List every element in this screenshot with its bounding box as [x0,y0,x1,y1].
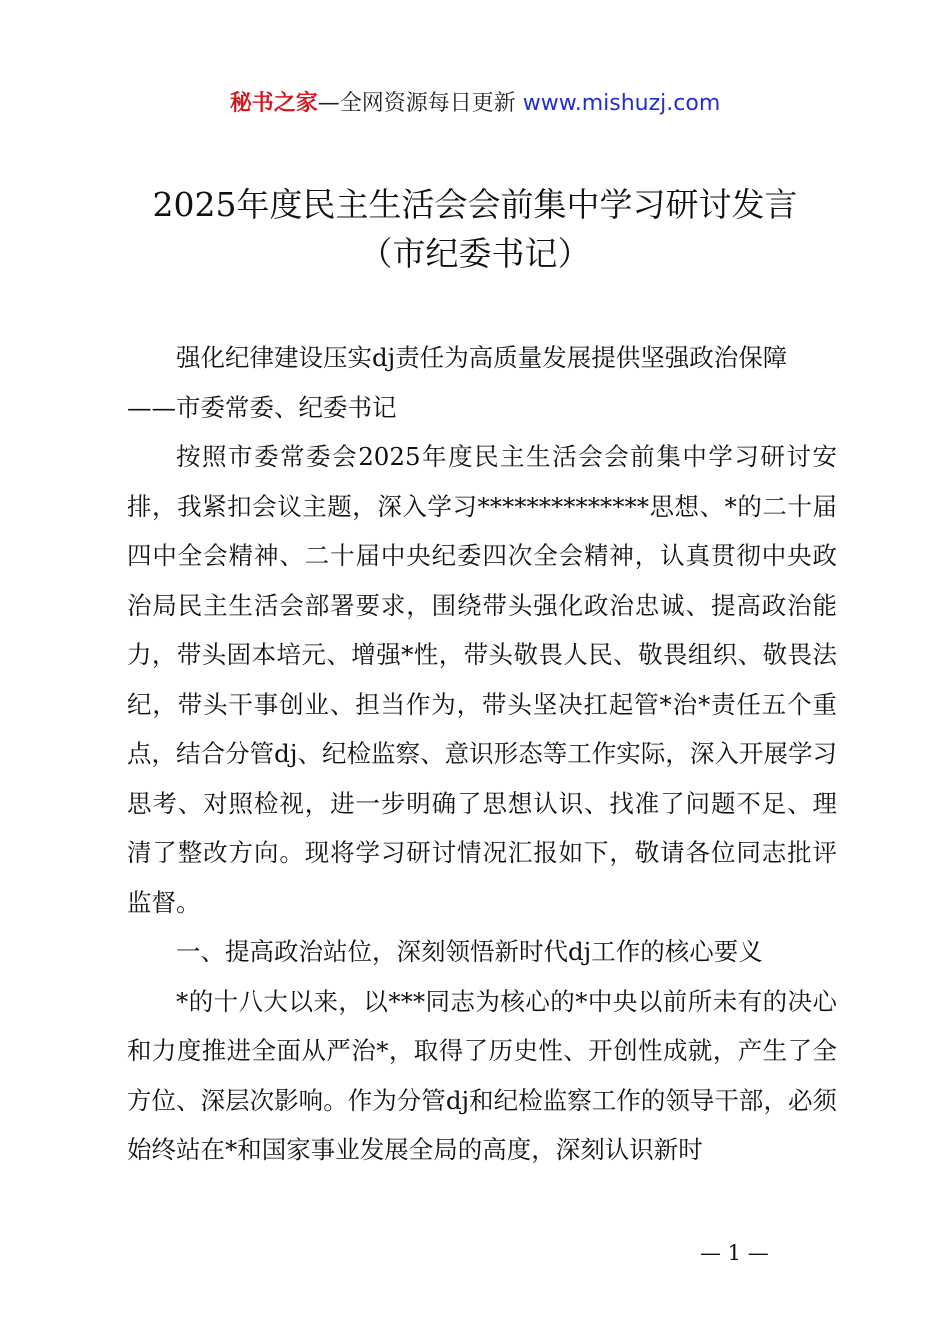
page-number: — 1 — [700,1241,769,1265]
body-paragraph: 按照市委常委会2025年度民主生活会会前集中学习研讨安排，我紧扣会议主题，深入学习**************思想、*的二十届四中全会精神、二十届中央纪委四次全会精神，认真贯彻中央政治局民主生活会部署要求，围绕带头强化政治忠诚、提高政治能力，带头固本培元、增强*性，带头敬畏人民、敬畏组织、敬畏法纪，带头干事创业、担当作为，带头坚决扛起管*治*责任五个重点，结合分管dj、纪检监察、意识形态等工作实际，深入开展学习思考、对照检视，进一步明确了思想认识、找准了问题不足、理清了整改方向。现将学习研讨情况汇报如下，敬请各位同志批评监督。 [127,442,837,917]
body-paragraph: *的十八大以来，以***同志为核心的*中央以前所未有的决心和力度推进全面从严治*，取得了历史性、开创性成就，产生了全方位、深层次影响。作为分管dj和纪检监察工作的领导干部，必须始终站在*和国家事业发展全局的高度，深刻认识新时 [127,986,837,1164]
section-heading: 一、提高政治站位，深刻领悟新时代dj工作的核心要义 [176,937,763,966]
site-url-link[interactable]: www.mishuzj.com [522,91,721,116]
document-subtitle: （市纪委书记） [359,234,591,273]
speech-heading: 强化纪律建设压实dj责任为高质量发展提供坚强政治保障 [176,343,788,372]
speaker-attribution: ——市委常委、纪委书记 [127,392,397,422]
banner-tagline: —全网资源每日更新 [317,91,523,116]
site-banner [0,86,950,122]
brand-name: 秘书之家 [229,91,318,116]
document-title: 2025年度民主生活会会前集中学习研讨发言 [152,185,798,224]
document-body [127,333,837,1175]
